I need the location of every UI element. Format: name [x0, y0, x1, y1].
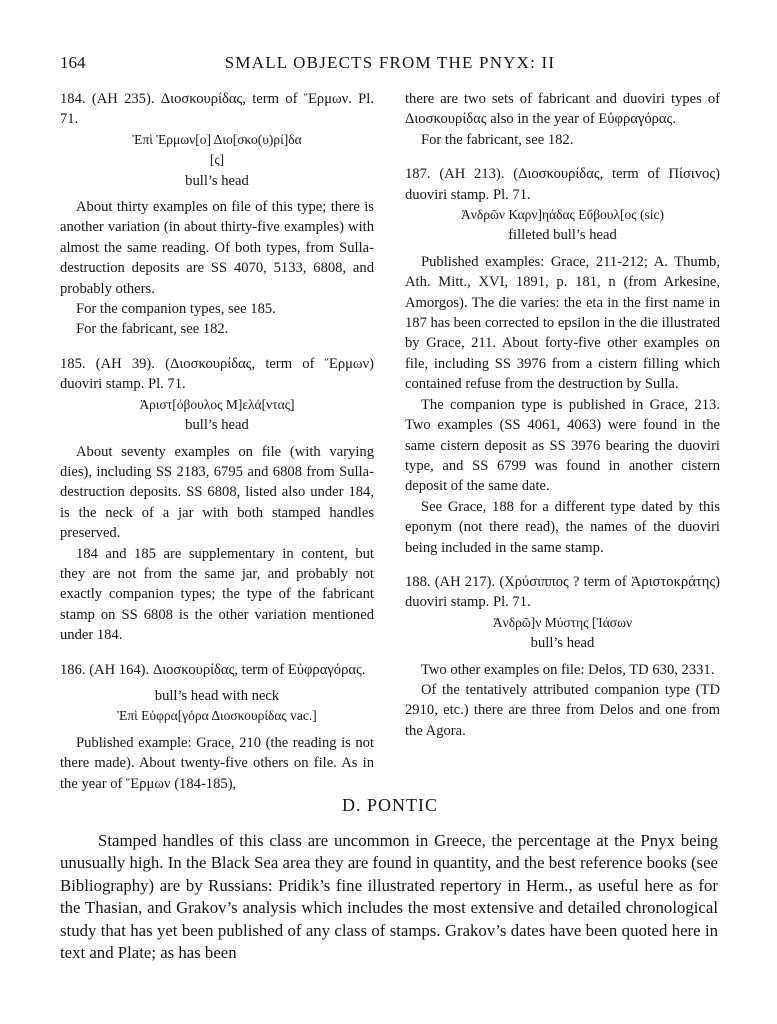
- entry-187-paragraph: Published examples: Grace, 211-212; A. Thumb, Ath. Mitt., XVI, 1891, p. 181, n (from Arkesine, Amorgos). The die varies: the eta in the first name in 187 has been corrected to epsilon in the die illustrated by Grace, 211. About forty-five other examples on file, including SS 3976 from a cistern filling which contained refuse from the destruction by Sulla.: [405, 253, 720, 393]
- entry-184-stamp-line: Ἐπὶ Ἑρμων[ο] Διο[σκο(υ)ρί]δα: [132, 131, 302, 147]
- entry-187-stamp-line: Ἀνδρῶν Καρν]ηάδας Εὔβουλ[ος (sic): [461, 207, 664, 223]
- entry-187-device: filleted bull’s head: [508, 227, 617, 244]
- left-column: [60, 89, 374, 794]
- entry-185-stamp-line: Ἀριστ[όβουλος Μ]ελά[ντας]: [139, 396, 295, 412]
- entry-186-heading: 186. (AH 164). Διοσκουρίδας, term of Εὐφραγόρας.: [60, 661, 366, 678]
- entry-188-stamp-line: Ἀνδρῶ]ν Μύστης [Ἰάσων: [492, 614, 633, 630]
- section-paragraph: Stamped handles of this class are uncommon in Greece, the percentage at the Pnyx being unusually high. In the Black Sea area they are found in quantity, and the best reference books (see Bibliography) are by Russians: Pridik’s fine illustrated repertory in Herm., as useful here as for the Thasian, and Grakov’s analysis which includes the most extensive and detailed chronological study that has yet been published of any class of stamps. Grakov’s dates have been quoted here in text and Plate; as has been: [60, 831, 718, 963]
- entry-184-paragraph: For the companion types, see 185.: [76, 301, 276, 318]
- entry-184-device: bull’s head: [185, 172, 249, 189]
- entry-185-paragraph: 184 and 185 are supplementary in content, but they are not from the same jar, and probably not exactly companion types; the type of the fabricant stamp on SS 6808 is the other variation mentioned under 184.: [60, 545, 374, 644]
- entry-184-stamp-line: [ς]: [209, 152, 225, 168]
- entry-186-stamp-line: Ἐπὶ Εὐφρα[γόρα Διοσκουρίδας vac.]: [117, 708, 317, 724]
- entry-184-heading: 184. (AH 235). Διοσκουρίδας, term of Ἕρμων. Pl. 71.: [60, 91, 374, 128]
- entry-187-paragraph: The companion type is published in Grace, 213. Two examples (SS 4061, 4063) were found in the same cistern deposit as SS 3976 bearing the duoviri type, and SS 6799 was found in another cistern deposit of the same date.: [405, 396, 720, 495]
- continued-paragraph: there are two sets of fabricant and duoviri types of Διοσκουρίδας also in the year of Εὐφραγόρας.: [405, 91, 720, 128]
- running-header: [60, 53, 720, 77]
- entry-188-paragraph: Two other examples on file: Delos, TD 630, 2331.: [421, 661, 715, 678]
- entry-184-paragraph: About thirty examples on file of this type; there is another variation (in about thirty-five examples) with almost the same reading. Of both types, from Sulla-destruction deposits are SS 4070, 5133, 6808, and probably others.: [60, 199, 374, 297]
- entry-186-paragraph: Published example: Grace, 210 (the reading is not there made). About twenty-five others on file. As in the year of Ἕρμων (184-185),: [60, 734, 374, 792]
- continued-paragraph: For the fabricant, see 182.: [421, 131, 574, 148]
- entry-187-heading: 187. (AH 213). (Διοσκουρίδας, term of Πίσιvος) duoviri stamp. Pl. 71.: [405, 166, 720, 203]
- section-heading: D. PONTIC: [341, 795, 438, 815]
- section-body: [60, 830, 718, 964]
- entry-185-heading: 185. (AH 39). (Διοσκουρίδας, term of Ἕρμων) duoviri stamp. Pl. 71.: [60, 355, 374, 393]
- entry-188-heading: 188. (AH 217). (Χρύσιππος ? term of Ἀριστοκράτης) duoviri stamp. Pl. 71.: [405, 573, 720, 611]
- entry-184-paragraph: For the fabricant, see 182.: [76, 321, 229, 338]
- entry-188-paragraph: Of the tentatively attributed companion type (TD 2910, etc.) there are three from Delos and one from the Agora.: [405, 681, 720, 739]
- entry-185-paragraph: About seventy examples on file (with varying dies), including SS 2183, 6795 and 6808 from Sulla-destruction deposits. SS 6808, listed also under 184, is the neck of a jar with both stamped handles preserved.: [60, 443, 374, 542]
- page-number: 164: [60, 53, 86, 72]
- entry-185-device: bull’s head: [185, 417, 249, 434]
- right-column: [405, 89, 720, 741]
- entry-188-device: bull’s head: [530, 635, 595, 652]
- running-title: SMALL OBJECTS FROM THE PNYX: II: [224, 53, 556, 72]
- entry-187-paragraph: See Grace, 188 for a different type dated by this eponym (not there read), the names of the duoviri being included in the same stamp.: [405, 498, 720, 556]
- entry-186-device: bull’s head with neck: [154, 687, 280, 704]
